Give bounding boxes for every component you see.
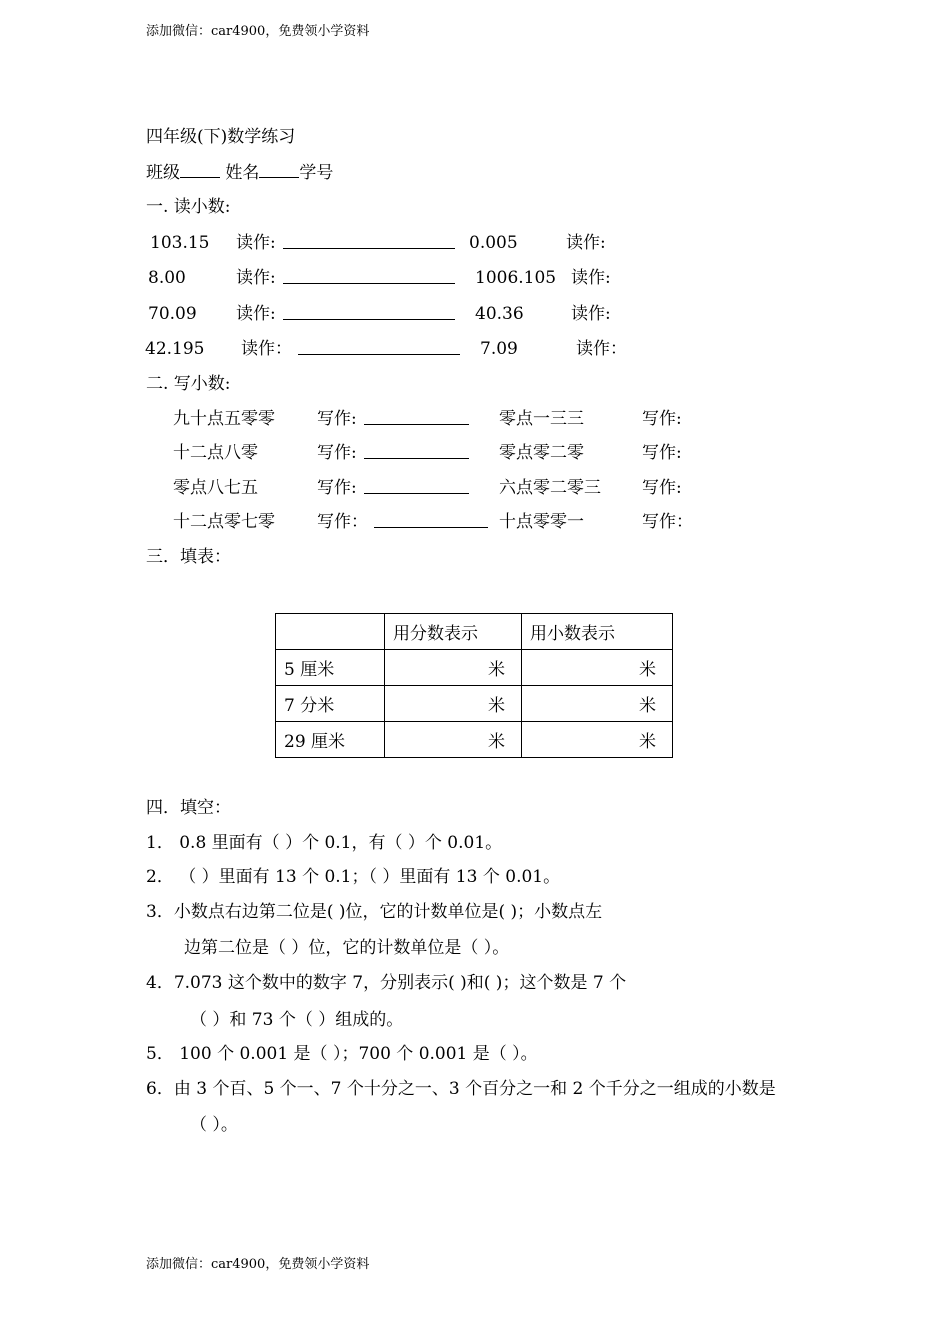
chinese-number: 十二点零七零 <box>173 512 275 532</box>
question-6-continued: （ ）。 <box>190 1115 238 1135</box>
decimal-value: 103.15 <box>150 233 210 253</box>
page-title: 四年级(下)数学练习 <box>146 127 296 147</box>
page-footer-note: 添加微信：car4900，免费领小学资料 <box>146 1257 370 1272</box>
table-header-cell: 用分数表示 <box>385 614 522 650</box>
read-label: 读作: <box>566 233 606 253</box>
read-label: 读作: <box>236 233 276 253</box>
table-header-row <box>276 614 673 650</box>
decimal-answer-cell[interactable]: 米 <box>522 722 673 758</box>
chinese-number: 十点零零一 <box>499 512 584 532</box>
write-label: 写作: <box>642 478 682 498</box>
read-label: 读作： <box>241 339 292 359</box>
row-label: 7 分米 <box>276 686 385 722</box>
decimal-value: 8.00 <box>148 268 186 288</box>
read-label: 读作： <box>576 339 627 359</box>
chinese-number: 零点零二零 <box>499 443 584 463</box>
section3-heading: 三．填表： <box>146 547 231 567</box>
decimal-value: 40.36 <box>475 304 524 324</box>
question-1: 1． 0.8 里面有（ ）个 0.1，有（ ）个 0.01。 <box>146 833 503 853</box>
table-row <box>276 722 673 758</box>
chinese-number: 九十点五零零 <box>173 409 275 429</box>
name-label: 姓名 <box>225 163 260 183</box>
section1-heading: 一. 读小数: <box>146 197 231 217</box>
question-3: 3．小数点右边第二位是( )位，它的计数单位是( )；小数点左 <box>146 902 603 922</box>
read-label: 读作: <box>571 268 611 288</box>
write-label: 写作: <box>317 443 357 463</box>
section4-heading: 四．填空： <box>146 798 231 818</box>
number-label: 学号 <box>299 163 334 183</box>
read-label: 读作: <box>571 304 611 324</box>
write-label: 写作： <box>317 512 368 532</box>
write-label: 写作： <box>642 512 693 532</box>
question-6: 6．由 3 个百、5 个一、7 个十分之一、3 个百分之一和 2 个千分之一组成的小数是 <box>146 1079 776 1099</box>
decimal-answer-cell[interactable]: 米 <box>522 686 673 722</box>
table-row <box>276 686 673 722</box>
question-2: 2． （ ）里面有 13 个 0.1；（ ）里面有 13 个 0.01。 <box>146 867 561 887</box>
table-header-cell <box>276 614 385 650</box>
read-label: 读作: <box>236 268 276 288</box>
chinese-number: 十二点八零 <box>173 443 258 463</box>
fraction-answer-cell[interactable]: 米 <box>385 722 522 758</box>
write-blank[interactable] <box>364 477 469 494</box>
decimal-value: 70.09 <box>148 304 197 324</box>
decimal-answer-cell[interactable]: 米 <box>522 650 673 686</box>
read-blank[interactable] <box>298 338 460 355</box>
fraction-answer-cell[interactable]: 米 <box>385 686 522 722</box>
decimal-value: 42.195 <box>145 339 205 359</box>
chinese-number: 零点一三三 <box>499 409 584 429</box>
write-blank[interactable] <box>364 408 469 425</box>
read-blank[interactable] <box>283 267 455 284</box>
write-blank[interactable] <box>374 511 488 528</box>
page-header-note: 添加微信：car4900，免费领小学资料 <box>146 24 370 39</box>
read-blank[interactable] <box>283 232 455 249</box>
chinese-number: 六点零二零三 <box>499 478 601 498</box>
write-label: 写作: <box>317 478 357 498</box>
section2-heading: 二. 写小数: <box>146 374 231 394</box>
conversion-table <box>275 613 673 758</box>
write-blank[interactable] <box>364 442 469 459</box>
fraction-answer-cell[interactable]: 米 <box>385 650 522 686</box>
read-blank[interactable] <box>283 303 455 320</box>
write-label: 写作: <box>317 409 357 429</box>
class-label: 班级 <box>146 163 180 183</box>
question-5: 5． 100 个 0.001 是（ ）；700 个 0.001 是（ ）。 <box>146 1044 538 1064</box>
question-3-continued: 边第二位是（ ）位，它的计数单位是（ ）。 <box>184 938 510 958</box>
write-label: 写作: <box>642 443 682 463</box>
row-label: 29 厘米 <box>276 722 385 758</box>
read-label: 读作: <box>236 304 276 324</box>
table-row <box>276 650 673 686</box>
decimal-value: 0.005 <box>469 233 518 253</box>
name-blank[interactable] <box>259 161 299 178</box>
student-info <box>146 161 333 184</box>
row-label: 5 厘米 <box>276 650 385 686</box>
chinese-number: 零点八七五 <box>173 478 258 498</box>
class-blank[interactable] <box>180 161 220 178</box>
decimal-value: 7.09 <box>480 339 518 359</box>
question-4-continued: （ ）和 73 个（ ）组成的。 <box>190 1010 404 1030</box>
write-label: 写作: <box>642 409 682 429</box>
table-header-cell: 用小数表示 <box>522 614 673 650</box>
decimal-value: 1006.105 <box>475 268 557 288</box>
question-4: 4．7.073 这个数中的数字 7，分别表示( )和( )；这个数是 7 个 <box>146 973 627 993</box>
